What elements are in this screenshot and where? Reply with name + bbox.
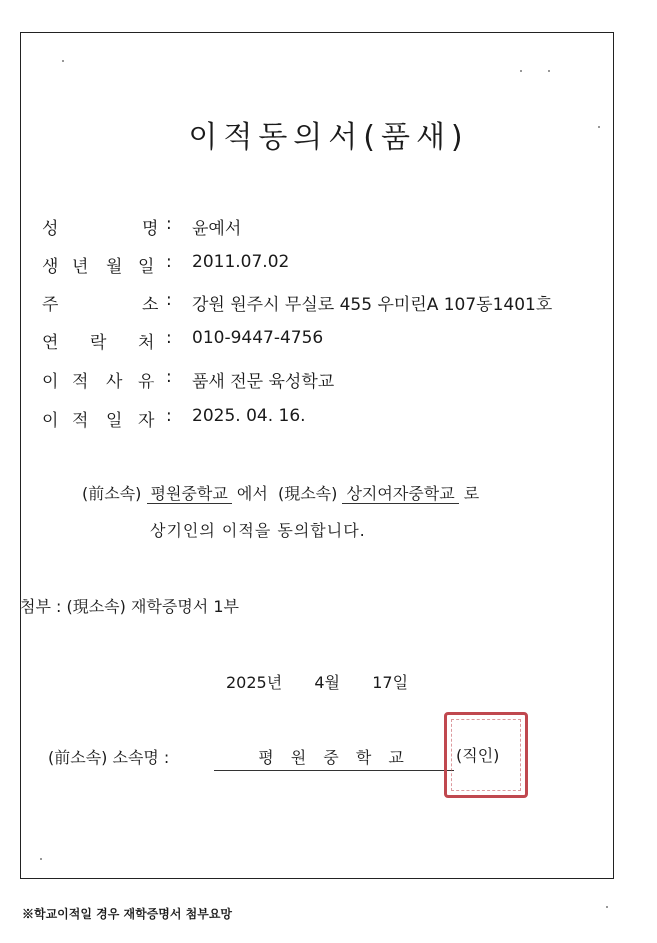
- label-char: 사: [106, 372, 123, 392]
- scan-speck: [598, 126, 600, 128]
- field-reason: [42, 367, 622, 392]
- label-char: 년: [72, 257, 89, 277]
- curr-label: (現소속): [277, 484, 338, 503]
- label-char: 락: [90, 333, 107, 353]
- attachment-note: 첨부 : (現소속) 재학증명서 1부: [20, 597, 239, 616]
- date-value: 2025. 04. 16.: [192, 406, 306, 426]
- to-word: 로: [463, 484, 480, 503]
- scan-speck: [606, 906, 608, 908]
- contact-value: 010-9447-4756: [192, 328, 324, 348]
- transfer-sentence: [82, 481, 479, 504]
- label-char: 소: [142, 295, 159, 315]
- label-char: 이: [42, 411, 59, 431]
- label-char: 적: [72, 372, 89, 392]
- label-char: 일: [106, 411, 123, 431]
- field-address: [42, 290, 622, 315]
- scan-speck: [40, 858, 42, 860]
- label-char: 월: [106, 257, 123, 277]
- sign-day: 17일: [372, 673, 409, 692]
- sign-date: [226, 670, 408, 693]
- scan-speck: [520, 70, 522, 72]
- sign-year: 2025년: [226, 673, 283, 692]
- field-birth: [42, 252, 622, 277]
- from-word: 에서: [236, 484, 268, 503]
- label-char: 유: [138, 372, 155, 392]
- colon: :: [166, 252, 172, 272]
- address-value: 강원 원주시 무실로 455 우미린A 107동1401호: [192, 295, 553, 315]
- label-char: 처: [138, 333, 155, 353]
- field-name: [42, 214, 622, 239]
- name-value: 윤예서: [192, 219, 242, 239]
- label-char: 성: [42, 219, 59, 239]
- document-title: 이적동의서(품새): [188, 120, 469, 155]
- label-char: 적: [72, 411, 89, 431]
- colon: :: [166, 367, 172, 387]
- label-char: 이: [42, 372, 59, 392]
- seal-text: (직인): [456, 746, 500, 765]
- label-char: 자: [138, 411, 155, 431]
- label-char: 주: [42, 295, 59, 315]
- colon: :: [166, 406, 172, 426]
- label-char: 명: [142, 219, 159, 239]
- signature-school: 평 원 중 학 교: [214, 745, 454, 771]
- colon: :: [166, 290, 172, 310]
- field-date: [42, 406, 622, 431]
- label-char: 연: [42, 333, 59, 353]
- prev-label: (前소속): [82, 484, 142, 503]
- sign-month: 4월: [314, 673, 341, 692]
- agree-text: 상기인의 이적을 동의합니다.: [150, 521, 366, 540]
- colon: :: [166, 214, 172, 234]
- prev-school: 평원중학교: [147, 484, 232, 504]
- scan-speck: [62, 60, 64, 62]
- footnote: ※학교이적일 경우 재학증명서 첨부요망: [22, 907, 233, 921]
- signature-label: (前소속) 소속명 :: [48, 748, 170, 767]
- label-char: 생: [42, 257, 59, 277]
- birth-value: 2011.07.02: [192, 252, 290, 272]
- field-contact: [42, 328, 622, 353]
- colon: :: [166, 328, 172, 348]
- label-char: 일: [138, 257, 155, 277]
- scan-speck: [548, 70, 550, 72]
- curr-school: 상지여자중학교: [342, 484, 458, 504]
- reason-value: 품새 전문 육성학교: [192, 372, 335, 392]
